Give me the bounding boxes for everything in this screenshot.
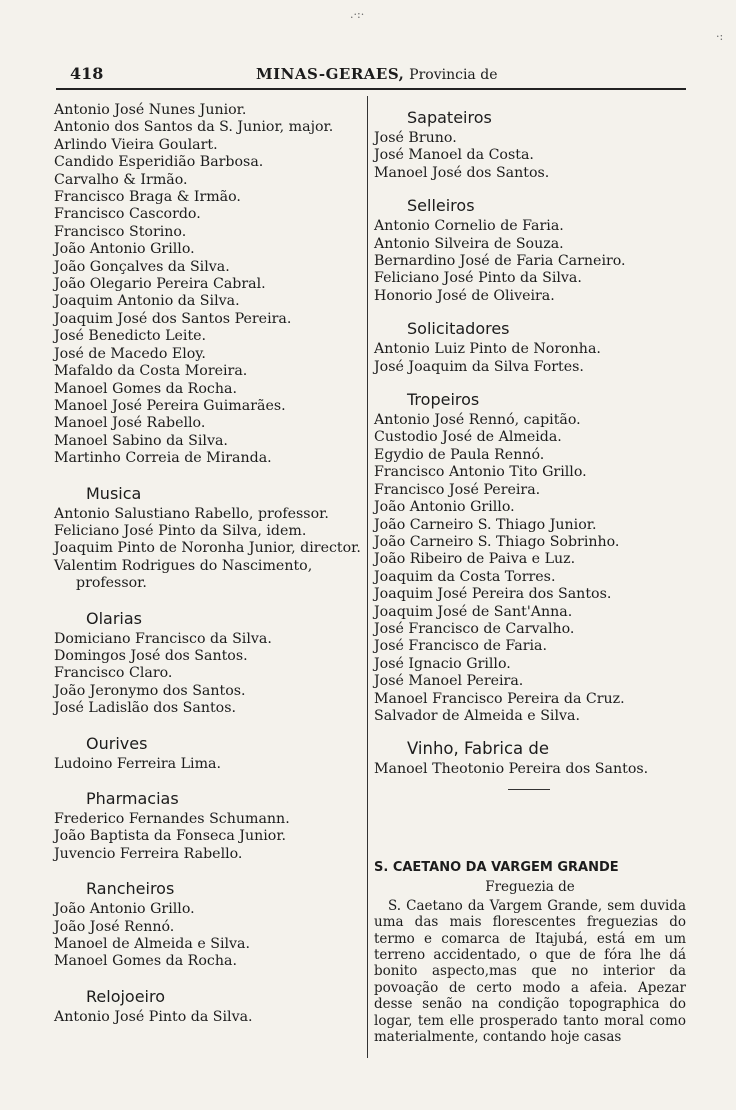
section-heading-selleiros: Selleiros xyxy=(407,196,475,216)
list-item: Manoel José dos Santos. xyxy=(374,164,550,181)
running-title-main: MINAS-GERAES, xyxy=(256,65,405,83)
list-item: José Manoel da Costa. xyxy=(374,147,534,164)
list-item: Manoel José Pereira Guimarães. xyxy=(54,397,286,414)
locality-title: S. CAETANO DA VARGEM GRANDE xyxy=(374,859,619,875)
list-item: Manoel José Rabello. xyxy=(54,415,206,432)
list-item: Joaquim Pinto de Noronha Junior, director. xyxy=(54,540,361,557)
section-divider xyxy=(508,789,550,790)
list-item: João Jeronymo dos Santos. xyxy=(54,682,246,699)
list-item: Feliciano José Pinto da Silva, idem. xyxy=(54,522,307,539)
list-item: João José Rennó. xyxy=(54,918,175,935)
section-heading-relojoeiro: Relojoeiro xyxy=(86,986,166,1006)
list-item: Feliciano José Pinto da Silva. xyxy=(374,270,582,287)
list-item: João Olegario Pereira Cabral. xyxy=(54,276,266,293)
list-item: Domiciano Francisco da Silva. xyxy=(54,630,272,647)
section-heading-solicitadores: Solicitadores xyxy=(407,319,510,339)
printer-mark: .·:· xyxy=(350,8,365,21)
list-item: Joaquim José dos Santos Pereira. xyxy=(54,310,292,327)
list-item: Manoel Gomes da Rocha. xyxy=(54,953,237,970)
corner-mark: ·: xyxy=(716,30,724,43)
list-item: Antonio dos Santos da S. Junior, major. xyxy=(54,119,334,136)
list-item: Francisco Antonio Tito Grillo. xyxy=(374,464,587,481)
list-item: João Antonio Grillo. xyxy=(54,241,195,258)
locality-paragraph: S. Caetano da Vargem Grande, sem duvida uma das mais florescentes freguezias do termo e comarca de Itajubá, está em um terreno accidentado, o que de fóra lhe dá bonito aspecto,mas que no interior da povoação de certo modo a afeia. Apezar desse senão na condição topographica do logar, tem elle prosperado tanto moral como materialmente, contando hoje casas xyxy=(374,897,686,1046)
section-heading-musica: Musica xyxy=(86,483,142,503)
list-item: Salvador de Almeida e Silva. xyxy=(374,707,580,724)
intro-list xyxy=(54,102,362,468)
list-item: Antonio Salustiano Rabello, professor. xyxy=(54,505,329,522)
list-item: Manoel Sabino da Silva. xyxy=(54,432,228,449)
section-heading-rancheiros: Rancheiros xyxy=(86,879,175,899)
list-item: Francisco Storino. xyxy=(54,223,187,240)
locality-subtitle: Freguezia de xyxy=(485,878,575,895)
list-item: João Baptista da Fonseca Junior. xyxy=(54,828,287,845)
list-item: Francisco Cascordo. xyxy=(54,206,201,223)
list-item: Antonio Cornelio de Faria. xyxy=(374,218,564,235)
list-item: Carvalho & Irmão. xyxy=(54,171,188,188)
list-item: Manoel de Almeida e Silva. xyxy=(54,936,250,953)
list-item: Egydio de Paula Rennó. xyxy=(374,446,545,463)
list-item: Martinho Correia de Miranda. xyxy=(54,450,272,467)
list-item: Valentim Rodrigues do Nascimento, professor. xyxy=(54,557,313,592)
list-item: Antonio Silveira de Souza. xyxy=(374,235,564,252)
list-item: Manoel Theotonio Pereira dos Santos. xyxy=(374,761,649,778)
list-item: Frederico Fernandes Schumann. xyxy=(54,811,290,827)
list-item: Candido Esperidião Barbosa. xyxy=(54,154,264,171)
list-item: Juvencio Ferreira Rabello. xyxy=(54,845,243,862)
page-header xyxy=(56,64,686,86)
section-heading-tropeiros: Tropeiros xyxy=(407,390,480,410)
list-item: Honorio José de Oliveira. xyxy=(374,287,555,304)
list-item: Antonio José Rennó, capitão. xyxy=(374,412,581,429)
list-item: João Antonio Grillo. xyxy=(374,499,515,516)
list-item: Joaquim da Costa Torres. xyxy=(374,568,556,585)
list-item: José Joaquim da Silva Fortes. xyxy=(374,358,584,375)
page-number: 418 xyxy=(70,64,104,83)
running-title xyxy=(256,65,497,83)
list-item: João Carneiro S. Thiago Sobrinho. xyxy=(374,533,620,550)
list-item: Joaquim Antonio da Silva. xyxy=(54,293,240,310)
section-heading-ourives: Ourives xyxy=(86,733,148,753)
list-item: José Bruno. xyxy=(374,130,457,146)
list-item: Manoel Francisco Pereira da Cruz. xyxy=(374,690,625,707)
section-heading-pharmacias: Pharmacias xyxy=(86,789,179,808)
list-item: Antonio Luiz Pinto de Noronha. xyxy=(374,341,601,358)
section-heading-vinho: Vinho, Fabrica de xyxy=(407,739,549,759)
left-column xyxy=(54,102,362,1026)
section-heading-sapateiros: Sapateiros xyxy=(407,108,492,127)
list-item: Joaquim José Pereira dos Santos. xyxy=(374,586,612,603)
right-column xyxy=(374,108,686,1045)
list-item: Domingos José dos Santos. xyxy=(54,647,248,664)
section-heading-olarias: Olarias xyxy=(86,608,143,628)
list-item: Mafaldo da Costa Moreira. xyxy=(54,363,248,380)
list-item: José de Macedo Eloy. xyxy=(54,345,206,362)
list-item: Francisco José Pereira. xyxy=(374,481,541,498)
header-rule xyxy=(56,88,686,90)
list-item: José Manoel Pereira. xyxy=(374,673,524,690)
list-item: João Carneiro S. Thiago Junior. xyxy=(374,516,597,533)
list-item: João Gonçalves da Silva. xyxy=(54,258,230,275)
list-item: Custodio José de Almeida. xyxy=(374,429,562,446)
list-item: José Benedicto Leite. xyxy=(54,328,207,345)
list-item: Manoel Gomes da Rocha. xyxy=(54,380,237,397)
list-item: José Ladislão dos Santos. xyxy=(54,700,237,717)
column-divider xyxy=(367,96,368,1058)
running-title-sub: Provincia de xyxy=(409,67,498,83)
list-item: Antonio José Nunes Junior. xyxy=(54,102,247,118)
list-item: Francisco Braga & Irmão. xyxy=(54,189,241,206)
list-item: José Francisco de Carvalho. xyxy=(374,620,575,637)
list-item: Joaquim José de Sant'Anna. xyxy=(374,603,573,620)
list-item: Antonio José Pinto da Silva. xyxy=(54,1008,253,1025)
list-item: Arlindo Vieira Goulart. xyxy=(54,136,218,153)
list-item: Ludoino Ferreira Lima. xyxy=(54,755,222,772)
list-item: João Ribeiro de Paiva e Luz. xyxy=(374,551,576,568)
list-item: José Ignacio Grillo. xyxy=(374,655,511,672)
list-item: João Antonio Grillo. xyxy=(54,901,195,918)
list-item: Francisco Claro. xyxy=(54,665,173,682)
list-item: Bernardino José de Faria Carneiro. xyxy=(374,253,626,270)
list-item: José Francisco de Faria. xyxy=(374,638,548,655)
